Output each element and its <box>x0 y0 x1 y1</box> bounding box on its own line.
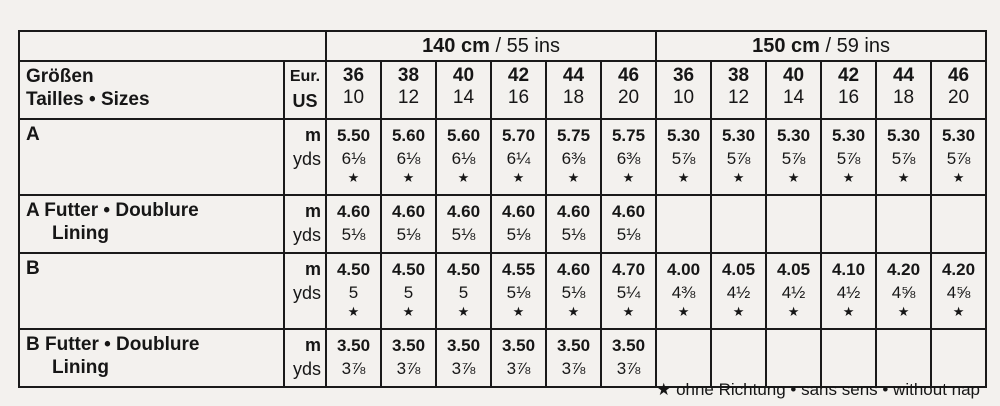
empty-cell <box>821 195 876 253</box>
star-icon: ★ <box>677 170 690 185</box>
size-system-label: Eur. US <box>284 61 326 119</box>
nap-legend: ★ ohne Richtung • sans sens • without nap <box>656 380 980 399</box>
unit-labels: m yds <box>284 329 326 387</box>
yardage-cell: 5.30 5⅞ ★ <box>821 119 876 195</box>
yardage-cell: 4.60 5⅛ <box>436 195 491 253</box>
yardage-cell: 4.50 5 ★ <box>381 253 436 329</box>
star-icon: ★ <box>567 170 580 185</box>
yardage-cell: 3.50 3⅞ <box>601 329 656 387</box>
yardage-cell: 4.60 5⅛ <box>326 195 381 253</box>
star-icon: ★ <box>402 170 415 185</box>
row-view-a <box>19 119 986 195</box>
yardage-cell: 4.20 4⅝ ★ <box>876 253 931 329</box>
empty-cell <box>876 195 931 253</box>
empty-cell <box>931 195 986 253</box>
fabric-label: B <box>19 253 284 329</box>
yardage-cell: 5.75 6⅜ ★ <box>546 119 601 195</box>
row-view-b-lining <box>19 329 986 387</box>
row-view-b <box>19 253 986 329</box>
star-icon: ★ <box>732 304 745 319</box>
yardage-cell: 3.50 3⅞ <box>436 329 491 387</box>
empty-cell <box>931 329 986 387</box>
star-icon: ★ <box>952 170 965 185</box>
star-icon: ★ <box>952 304 965 319</box>
yardage-cell: 5.30 5⅞ ★ <box>711 119 766 195</box>
empty-cell <box>711 195 766 253</box>
star-icon: ★ <box>512 170 525 185</box>
star-icon: ★ <box>842 304 855 319</box>
star-icon: ★ <box>512 304 525 319</box>
yardage-table: 140 cm / 55 ins 150 cm / 59 ins Größen Tailles • Sizes Eur. US 36 10 38 12 40 14 42 16 44 18 46 20 36 10 38 12 40 14 42 16 44 18 46 20 A m yds 5.50 6⅛ ★ 5.60 6⅛ ★ 5.60 6⅛ ★ 5.70 6¼ ★ 5.75 6⅜ ★ 5.75 6⅜ ★ 5.30 5⅞ ★ 5.30 5⅞ ★ 5.30 5⅞ ★ 5.30 5⅞ ★ 5.30 5⅞ ★ 5.30 5⅞ ★ A Futter • Doublure Lining m yds 4.60 5⅛ 4.60 5⅛ 4.60 5⅛ 4.60 5⅛ 4.60 5⅛ 4.60 5⅛ B m yds 4.50 5 ★ 4.50 5 ★ 4.50 5 ★ 4.55 5⅛ ★ 4.60 5⅛ ★ 4.70 5¼ ★ 4.00 4⅜ ★ 4.05 4½ ★ 4.05 4½ ★ 4.10 4½ ★ 4.20 4⅝ ★ 4.20 4⅝ ★ B Futter • Doublure Lining m yds 3.50 3⅞ 3.50 3⅞ 3.50 3⅞ 3.50 3⅞ 3.50 3⅞ 3.50 3⅞ <box>18 30 987 388</box>
yardage-cell: 3.50 3⅞ <box>491 329 546 387</box>
empty-cell <box>656 329 711 387</box>
empty-cell <box>711 329 766 387</box>
yardage-cell: 5.30 5⅞ ★ <box>876 119 931 195</box>
yardage-cell: 4.55 5⅛ ★ <box>491 253 546 329</box>
unit-labels: m yds <box>284 119 326 195</box>
fabric-label: A Futter • Doublure Lining <box>19 195 284 253</box>
star-icon: ★ <box>347 170 360 185</box>
yardage-cell: 3.50 3⅞ <box>546 329 601 387</box>
row-view-a-lining <box>19 195 986 253</box>
yardage-cell: 4.60 5⅛ <box>601 195 656 253</box>
empty-cell <box>821 329 876 387</box>
star-icon: ★ <box>457 304 470 319</box>
star-icon: ★ <box>622 304 635 319</box>
width-150-header: 150 cm / 59 ins <box>656 31 986 61</box>
yardage-cell: 5.30 5⅞ ★ <box>931 119 986 195</box>
yardage-cell: 4.60 5⅛ ★ <box>546 253 601 329</box>
yardage-cell: 4.10 4½ ★ <box>821 253 876 329</box>
star-icon: ★ <box>787 170 800 185</box>
empty-cell <box>766 195 821 253</box>
unit-labels: m yds <box>284 253 326 329</box>
yardage-cell: 5.70 6¼ ★ <box>491 119 546 195</box>
yardage-cell: 4.50 5 ★ <box>326 253 381 329</box>
yardage-cell: 4.50 5 ★ <box>436 253 491 329</box>
yardage-cell: 4.20 4⅝ ★ <box>931 253 986 329</box>
star-icon: ★ <box>622 170 635 185</box>
yardage-cell: 3.50 3⅞ <box>326 329 381 387</box>
yardage-cell: 4.60 5⅛ <box>491 195 546 253</box>
star-icon: ★ <box>897 170 910 185</box>
yardage-cell: 5.30 5⅞ ★ <box>656 119 711 195</box>
star-icon: ★ <box>732 170 745 185</box>
empty-cell <box>656 195 711 253</box>
width-140-header: 140 cm / 55 ins <box>326 31 656 61</box>
yardage-cell: 5.60 6⅛ ★ <box>381 119 436 195</box>
fabric-label: B Futter • Doublure Lining <box>19 329 284 387</box>
yardage-cell: 4.05 4½ ★ <box>766 253 821 329</box>
yardage-cell: 5.75 6⅜ ★ <box>601 119 656 195</box>
yardage-cell: 4.00 4⅜ ★ <box>656 253 711 329</box>
star-icon: ★ <box>347 304 360 319</box>
yardage-cell: 4.60 5⅛ <box>381 195 436 253</box>
yardage-cell: 4.60 5⅛ <box>546 195 601 253</box>
star-icon: ★ <box>897 304 910 319</box>
yardage-cell: 5.60 6⅛ ★ <box>436 119 491 195</box>
star-icon: ★ <box>567 304 580 319</box>
star-icon: ★ <box>842 170 855 185</box>
corner-cell <box>19 31 326 61</box>
yardage-cell: 4.05 4½ ★ <box>711 253 766 329</box>
star-icon: ★ <box>787 304 800 319</box>
sizes-label: Größen Tailles • Sizes <box>19 61 284 119</box>
yardage-cell: 5.30 5⅞ ★ <box>766 119 821 195</box>
unit-labels: m yds <box>284 195 326 253</box>
yardage-cell: 4.70 5¼ ★ <box>601 253 656 329</box>
yardage-cell: 5.50 6⅛ ★ <box>326 119 381 195</box>
empty-cell <box>766 329 821 387</box>
star-icon: ★ <box>402 304 415 319</box>
empty-cell <box>876 329 931 387</box>
yardage-cell: 3.50 3⅞ <box>381 329 436 387</box>
star-icon: ★ <box>677 304 690 319</box>
star-icon: ★ <box>457 170 470 185</box>
fabric-label: A <box>19 119 284 195</box>
